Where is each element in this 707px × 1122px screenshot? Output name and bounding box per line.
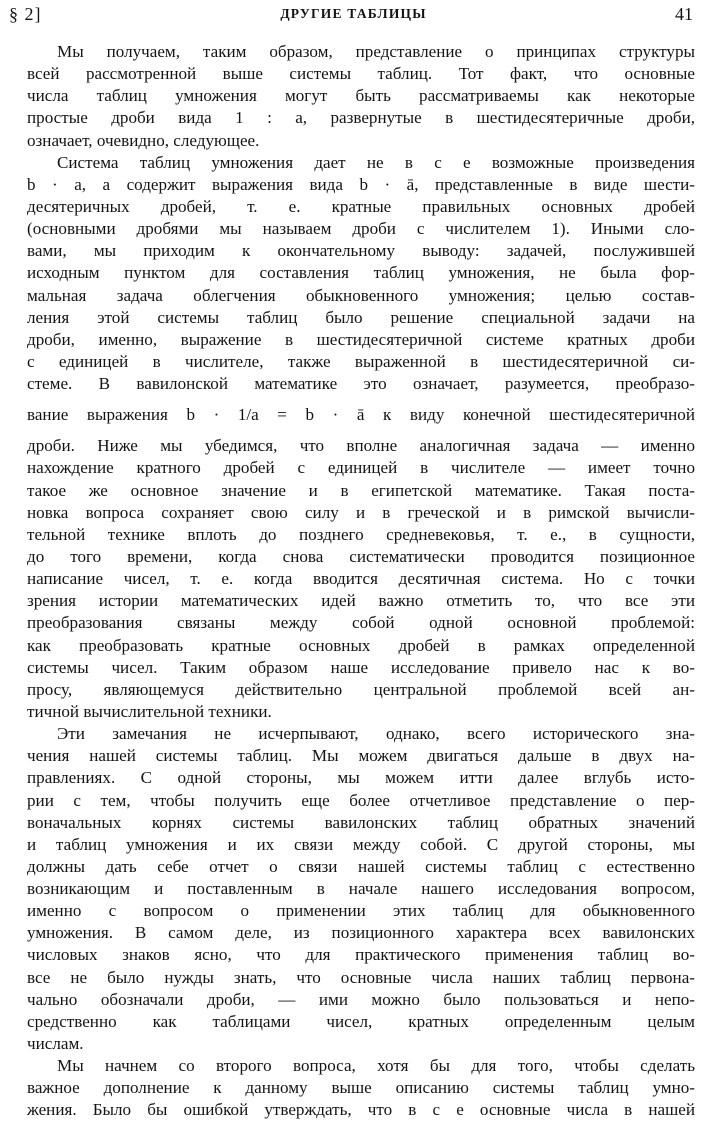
text-line: и таблиц умножения и их связи между собой. С другой стороны, мы	[27, 834, 695, 854]
text-line: чально обозначали дроби, — ими можно было пользоваться и непо-	[27, 989, 695, 1009]
text-line: до того времени, когда снова систематически проводится позиционное	[27, 546, 695, 566]
text-line: десятеричных дробей, т. е. кратные правильных основных дробей	[27, 196, 695, 216]
text-line: числовых знаков ясно, что для практического применения таблиц во-	[27, 945, 695, 965]
text-line: просу, являющемуся действительно центральной проблемой всей ан-	[27, 679, 695, 699]
text-line: всей рассмотренной выше системы таблиц. Тот факт, что основные	[27, 64, 695, 84]
running-header	[0, 4, 707, 32]
text-line: означает, очевидно, следующее.	[27, 130, 260, 150]
section-number: § 2]	[9, 4, 42, 24]
running-title: ДРУГИЕ ТАБЛИЦЫ	[280, 6, 427, 21]
text-line: написание чисел, т. е. когда вводится десятичная система. Но с точки	[27, 569, 695, 589]
text-line: умножения. В самом деле, из позиционного характера всех вавилонских	[27, 923, 695, 943]
text-line: преобразования связаны между собой одной основной проблемой:	[27, 613, 695, 633]
text-line: должны дать себе отчет о связи нашей системы таблиц с естественно	[27, 856, 695, 876]
text-line: такое же основное значение и в египетской математике. Такая поста-	[27, 480, 695, 500]
text-line: Мы получаем, таким образом, представление о принципах структуры	[57, 42, 695, 61]
text-line: Система таблиц умножения дает не в с е возможные произведения	[57, 152, 695, 172]
text-line: числа таблиц умножения могут быть рассматриваемы как некоторые	[27, 86, 695, 106]
text-line: новка вопроса сохраняет свою силу и в греческой и в римской вычисли-	[27, 502, 695, 522]
text-line: возникающим и поставленным в начале нашего исследования вопросом,	[27, 879, 695, 899]
text-line: как преобразовать кратные основных дробей в рамках определенной	[27, 635, 695, 655]
text-line: тельной технике вплоть до позднего средневековья, т. е., в сущности,	[27, 524, 695, 544]
text-line: правлениях. С одной стороны, мы можем итти далее вглубь исто-	[27, 768, 695, 788]
text-line: стеме. В вавилонской математике это означает, разумеется, преобразо-	[27, 374, 695, 394]
text-line: рии с тем, чтобы получить еще более отчетливое представление о пер-	[27, 790, 695, 810]
text-line: исходным пунктом для составления таблиц умножения, не была фор-	[27, 263, 695, 283]
text-line: дроби, именно, выражение в шестидесятеричной системе кратных дроби	[27, 329, 695, 349]
text-line: тичной вычислительной техники.	[27, 701, 272, 721]
text-line: ления этой системы таблиц было решение специальной задачи на	[27, 307, 695, 327]
text-line: системы чисел. Таким образом наше исследование привело нас к во-	[27, 657, 695, 677]
text-line: зрения истории математических идей важно отметить то, что все эти	[27, 591, 695, 611]
text-line: жения. Было бы ошибкой утверждать, что в с е основные числа в нашей	[27, 1100, 695, 1120]
text-line: воначальных корнях системы вавилонских таблиц обратных значений	[27, 812, 695, 832]
main-text	[27, 41, 695, 1122]
text-line: дроби. Ниже мы убедимся, что вполне аналогичная задача — именно	[27, 436, 695, 456]
text-line: мальная задача облегчения обыкновенного умножения; целью состав-	[27, 285, 695, 305]
formula-line: вание выражения b · 1/a = b · ā к виду конечной шестидесятеричной	[27, 405, 695, 425]
text-line: простые дроби вида 1 : a, развернутые в шестидесятеричные дроби,	[27, 108, 695, 128]
text-line: Эти замечания не исчерпывают, однако, всего исторического зна-	[57, 724, 695, 744]
text-line: с единицей в числителе, также выраженной в шестидесятеричной си-	[27, 351, 695, 371]
text-line: именно с вопросом о применении этих таблиц для обыкновенного	[27, 901, 695, 921]
text-line: Мы начнем со второго вопроса, хотя бы для того, чтобы сделать	[57, 1056, 695, 1076]
text-line: все не было нужды знать, что основные числа наших таблиц первона-	[27, 967, 695, 987]
text-line: (основными дробями мы называем дроби с числителем 1). Иными сло-	[27, 219, 695, 239]
text-line: нахождение кратного дробей с единицей в числителе — имеет точно	[27, 458, 695, 478]
text-line: числам.	[27, 1034, 84, 1054]
text-line: вами, мы приходим к окончательному выводу: задачей, послужившей	[27, 241, 695, 261]
page-number: 41	[675, 4, 693, 24]
text-line: важное дополнение к данному выше описанию системы таблиц умно-	[27, 1078, 695, 1098]
text-line: средственно как таблицами чисел, кратных определенным целым	[27, 1011, 695, 1031]
text-line: чения нашей системы таблиц. Мы можем двигаться дальше в двух на-	[27, 746, 695, 766]
text-line: b · a, а содержит выражения вида b · ā, представленные в виде шести-	[27, 174, 695, 194]
